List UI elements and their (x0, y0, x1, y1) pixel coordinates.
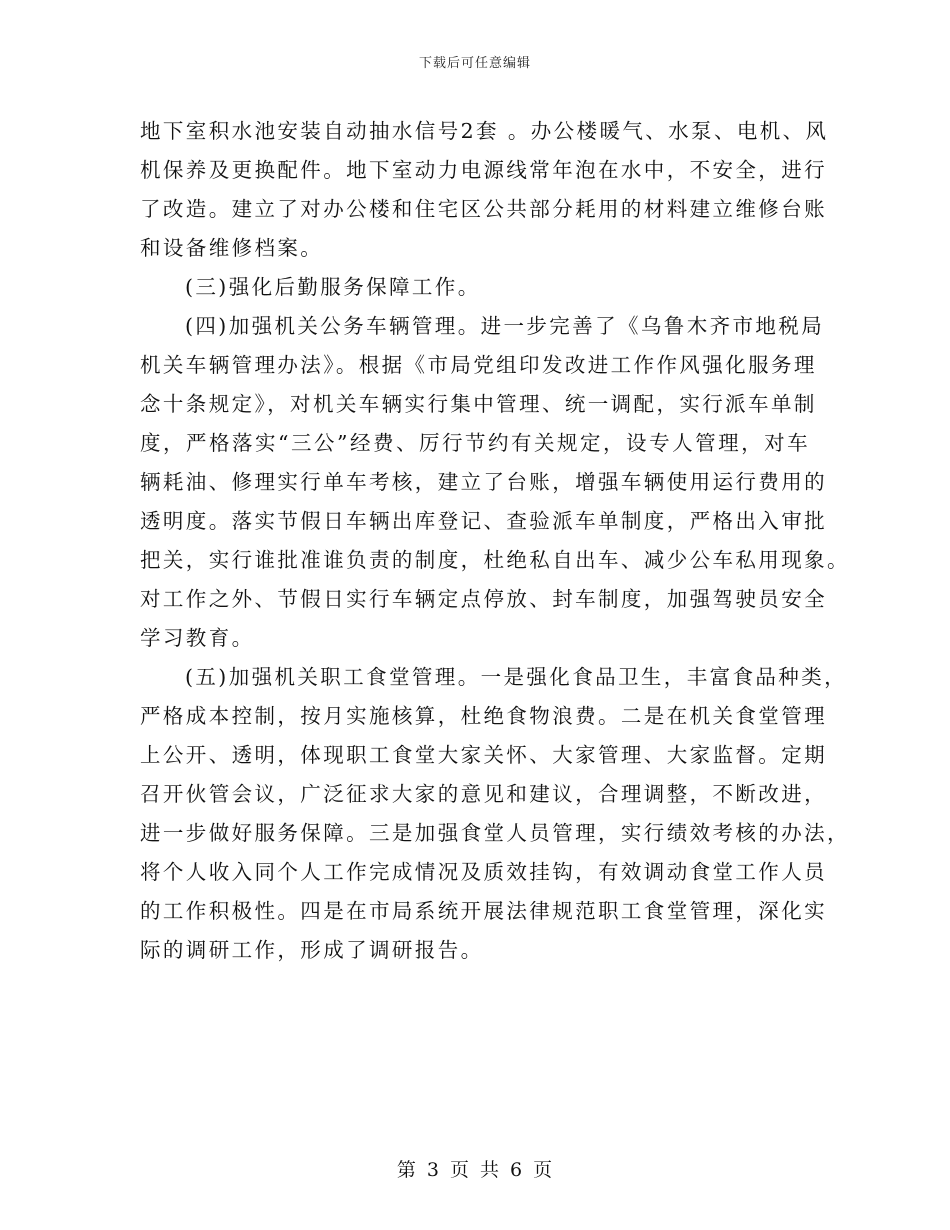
text-line: (四)加强机关公务车辆管理。进一步完善了《乌鲁木齐市地税局 (185, 314, 825, 338)
text-line: 辆耗油、修理实行单车考核，建立了台账，增强车辆使用运行费用的 (140, 470, 827, 494)
text-line: 了改造。建立了对办公楼和住宅区公共部分耗用的材料建立维修台账 (140, 197, 827, 221)
text-line: 对工作之外、节假日实行车辆定点停放、封车制度，加强驾驶员安全 (140, 587, 827, 611)
text-line: 学习教育。 (140, 626, 255, 650)
text-line: 把关，实行谁批准谁负责的制度，杜绝私自出车、减少公车私用现象。 (140, 548, 850, 572)
total-label: 共 (480, 1159, 501, 1181)
text-line: 召开伙管会议，广泛征求大家的意见和建议，合理调整，不断改进， (140, 782, 827, 806)
page-label: 页 (449, 1159, 470, 1181)
text-line: 和设备维修档案。 (140, 236, 324, 260)
text-line: 将个人收入同个人工作完成情况及质效挂钩，有效调动食堂工作人员 (140, 860, 827, 884)
section-heading: (三)强化后勤服务保障工作。 (185, 275, 481, 299)
paragraph-section-three-heading (140, 268, 810, 307)
text-line: 的工作积极性。四是在市局系统开展法律规范职工食堂管理，深化实 (140, 899, 827, 923)
text-line: 进一步做好服务保障。三是加强食堂人员管理，实行绩效考核的办法， (140, 821, 850, 845)
page-label-suffix: 页 (533, 1159, 554, 1181)
paragraph-basement-maintenance (140, 112, 829, 268)
page-footer (0, 1155, 950, 1182)
document-body (140, 112, 850, 970)
text-line: 际的调研工作，形成了调研报告。 (140, 938, 484, 962)
paragraph-canteen-management (140, 658, 850, 970)
text-line: 透明度。落实节假日车辆出库登记、查验派车单制度，严格出入审批 (140, 509, 827, 533)
text-line: 念十条规定》，对机关车辆实行集中管理、统一调配，实行派车单制 (140, 392, 817, 416)
page-label-prefix: 第 (396, 1159, 417, 1181)
total-pages-number: 6 (510, 1159, 524, 1181)
text-line: 严格成本控制，按月实施核算，杜绝食物浪费。二是在机关食堂管理 (140, 704, 827, 728)
text-line: (五)加强机关职工食堂管理。一是强化食品卫生，丰富食品种类， (185, 665, 847, 689)
text-line: 上公开、透明，体现职工食堂大家关怀、大家管理、大家监督。定期 (140, 743, 827, 767)
text-line: 度，严格落实“三公”经费、厉行节约有关规定，设专人管理，对车 (140, 431, 810, 455)
page-header-note: 下载后可任意编辑 (418, 56, 531, 71)
text-line: 地下室积水池安装自动抽水信号2套 。办公楼暖气、水泵、电机、风 (140, 119, 829, 143)
text-line: 机保养及更换配件。地下室动力电源线常年泡在水中，不安全，进行 (140, 158, 827, 182)
current-page-number: 3 (426, 1159, 440, 1181)
text-line: 机关车辆管理办法》。根据《市局党组印发改进工作作风强化服务理 (140, 353, 817, 377)
paragraph-vehicle-management (140, 307, 850, 658)
